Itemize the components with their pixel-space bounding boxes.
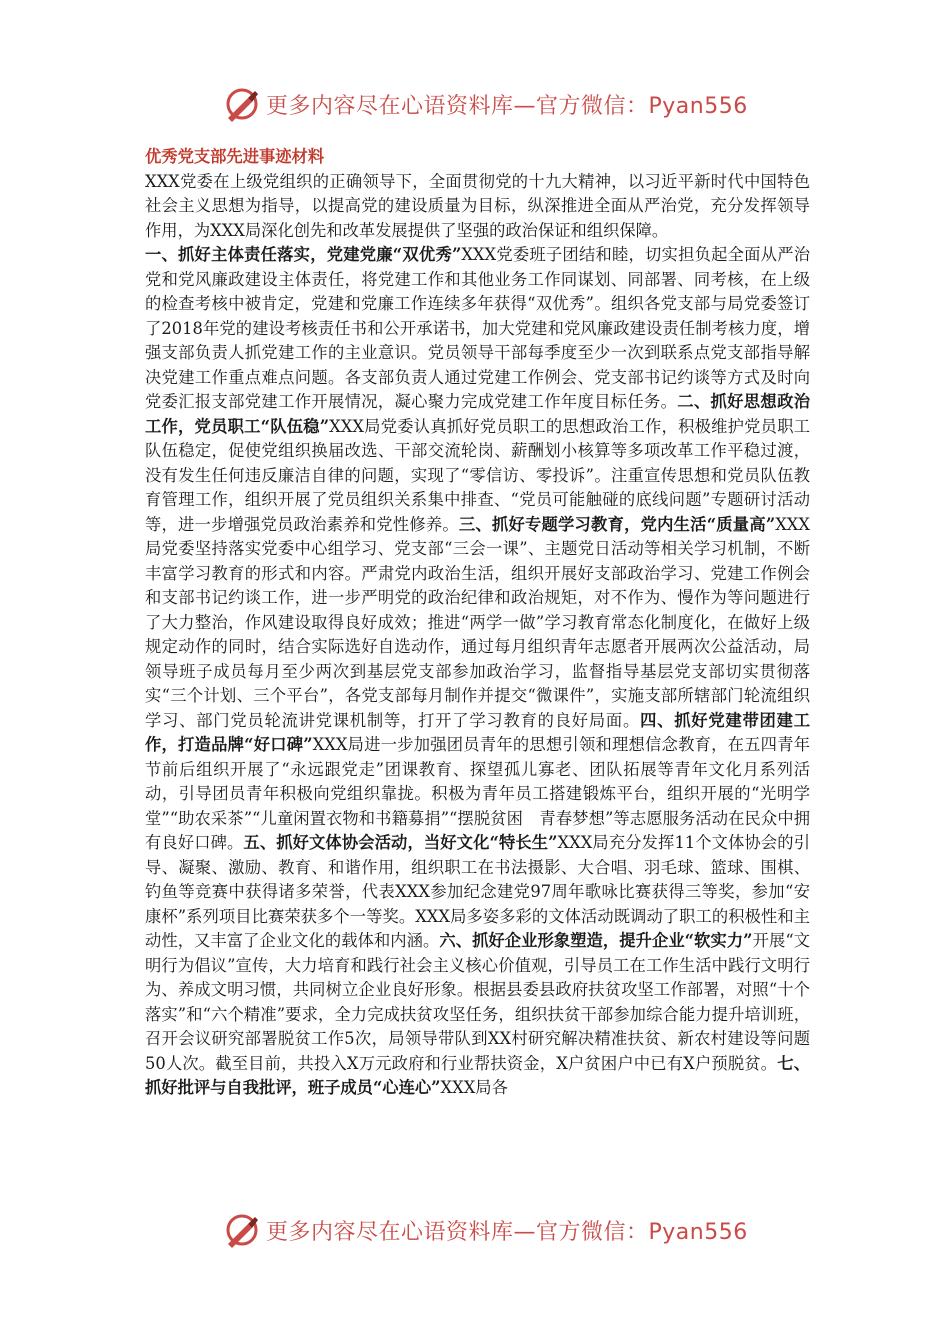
- section-body-1: XXX党委班子团结和睦，切实担负起全面从严治党和党风廉政建设主体责任，将党建工作和其他业务工作同谋划、同部署、同考核，在上级的检查考核中被肯定，党建和党廉工作连续多年获得“双优秀”。组织各党支部与局党委签订了2018年党的建设考核责任书和公开承诺书，加大党建和党风廉政建设责任制考核力度，增强支部负责人抓党建工作的主业意识。党员领导干部每季度至少一次到联系点党支部指导解决党建工作重点难点问题。各支部负责人通过党建工作例会、党支部书记约谈等方式及时向党委汇报支部党建工作开展情况，凝心聚力完成党建工作年度目标任务。: [145, 245, 811, 411]
- banner-text: 更多内容尽在心语资料库—官方微信：Pyan556: [266, 93, 748, 119]
- section-body-2: XXX局党委认真抓好党员职工的思想政治工作，积极维护党员职工队伍稳定，促使党组织换届改选、干部交流轮岗、薪酬划小核算等多项改革工作平稳过渡，没有发生任何违反廉洁自律的问题，实现了“零信访、零投诉”。注重宣传思想和党员队伍教育管理工作，组织开展了党员组织关系集中排查、“党员可能触碰的底线问题”专题研讨活动等，进一步增强党员政治素养和党性修养。: [145, 416, 810, 534]
- section-heading-4: 四、抓好党建带团建工作，打造品牌“好口碑”: [145, 710, 810, 754]
- intro-paragraph: XXX党委在上级党组织的正确领导下，全面贯彻党的十九大精神，以习近平新时代中国特色社会主义思想为指导，以提高党的建设质量为目标，纵深推进全面从严治党，充分发挥领导作用，为XXX局深化创先和改革发展提供了坚强的政治保证和组织保障。: [145, 171, 810, 240]
- header-banner: [222, 84, 748, 124]
- section-heading-7: 七、抓好批评与自我批评，班子成员“心连心”: [145, 1053, 810, 1097]
- section-body-6: 开展“文明行为倡议”宣传，大力培育和践行社会主义核心价值观，引导员工在工作生活中践行文明行为、养成文明习惯，共同树立企业良好形象。根据县委县政府扶贫攻坚工作部署，对照“十个落实”和“六个精准”要求，全力完成扶贫攻坚任务，组织扶贫干部参加综合能力提升培训班，召开会议研究部署脱贫工作5次，局领导带队到XX村研究解决精准扶贫、新农村建设等问题50人次。截至目前，共投入X万元政府和行业帮扶资金，X户贫困户中已有X户预脱贫。: [145, 931, 811, 1073]
- document-body: [145, 145, 810, 1101]
- section-body-7: XXX局各: [440, 1078, 508, 1097]
- document-text: [145, 145, 810, 1101]
- pen-logo-icon: [222, 84, 262, 124]
- section-heading-6: 六、抓好企业形象塑造，提升企业“软实力”: [439, 931, 753, 950]
- footer-banner: [222, 1210, 748, 1250]
- pen-logo-icon: [222, 1210, 262, 1250]
- section-body-4: XXX局进一步加强团员青年的思想引领和理想信念教育，在五四青年节前后组织开展了“永远跟党走”团课教育、探望孤儿寡老、团队拓展等青年文化月系列活动，引导团员青年积极向党组织靠拢。积极为青年员工搭建锻炼平台，组织开展的“光明学堂”“助农采茶”“儿童闲置衣物和书籍募捐”“摆脱贫困 青春梦想”等志愿服务活动在民众中拥有良好口碑。: [145, 735, 810, 852]
- section-body-3: XXX局党委坚持落实党委中心组学习、党支部“三会一课”、主题党日活动等相关学习机制，不断丰富学习教育的形式和内容。严肃党内政治生活，组织开展好支部政治学习、党建工作例会和支部书记约谈工作，进一步严明党的政治纪律和政治规矩，对不作为、慢作为等问题进行了大力整治，作风建设取得良好成效；推进“两学一做”学习教育常态化制度化，在做好上级规定动作的同时，结合实际选好自选动作，通过每月组织青年志愿者开展两次公益活动，局领导班子成员每月至少两次到基层党支部参加政治学习，监督指导基层党支部切实贯彻落实“三个计划、三个平台”，各党支部每月制作并提交“微课件”，实施支部所辖部门轮流组织学习、部门党员轮流讲党课机制等，打开了学习教育的良好局面。: [145, 514, 810, 730]
- section-body-5: XXX局充分发挥11个文体协会的引导、凝聚、激励、教育、和谐作用，组织职工在书法摄影、大合唱、羽毛球、篮球、围棋、钓鱼等竞赛中获得诸多荣誉，代表XXX参加纪念建党97周年歌咏比赛获得三等奖，参加“安康杯”系列项目比赛荣获多个一等奖。XXX局多姿多彩的文体活动既调动了职工的积极性和主动性，又丰富了企业文化的载体和内涵。: [145, 833, 810, 950]
- document-title: 优秀党支部先进事迹材料: [145, 147, 325, 166]
- section-heading-5: 五、抓好文体协会活动，当好文化“特长生”: [243, 833, 558, 852]
- section-heading-2: 二、抓好思想政治工作，党员职工“队伍稳”: [145, 392, 810, 436]
- section-heading-3: 三、抓好专题学习教育，党内生活“质量高”: [458, 514, 776, 534]
- section-heading-1: 一、抓好主体责任落实，党建党廉“双优秀”: [145, 245, 462, 264]
- banner-text: 更多内容尽在心语资料库—官方微信：Pyan556: [266, 1219, 748, 1245]
